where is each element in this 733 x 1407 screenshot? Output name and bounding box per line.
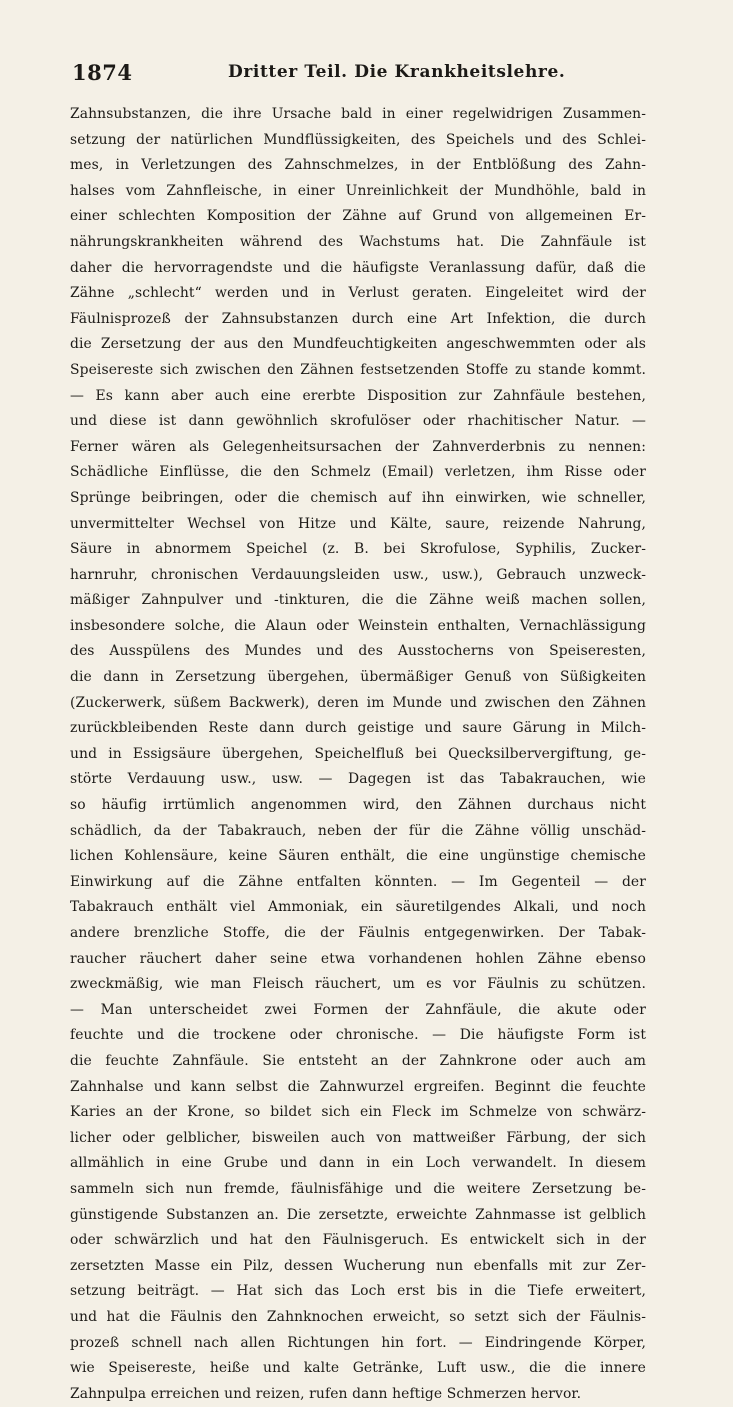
text-line: setzung der natürlichen Mundflüssigkeiten, des Speichels und des Schlei- xyxy=(70,131,646,148)
text-line: setzung beiträgt. — Hat sich das Loch erst bis in die Tiefe erweitert, xyxy=(70,1283,646,1300)
text-line: andere brenzliche Stoffe, die der Fäulnis entgegenwirken. Der Tabak- xyxy=(70,925,646,941)
text-line: mäßiger Zahnpulver und -tinkturen, die die Zähne weiß machen sollen, xyxy=(70,592,646,609)
text-line: zurückbleibenden Reste dann durch geistige und saure Gärung in Milch- xyxy=(70,720,646,737)
text-line: Einwirkung auf die Zähne entfalten könnten. — Im Gegenteil — der xyxy=(70,873,646,890)
text-line: zersetzten Masse ein Pilz, dessen Wucherung nun ebenfalls mit zur Zer- xyxy=(70,1257,646,1274)
text-line: günstigende Substanzen an. Die zersetzte, erweichte Zahnmasse ist gelblich xyxy=(70,1206,646,1223)
text-line: halses vom Zahnfleische, in einer Unreinlichkeit der Mundhöhle, bald in xyxy=(70,182,646,199)
running-head: Dritter Teil. Die Krankheitslehre. xyxy=(228,62,566,82)
text-line: Sprünge beibringen, oder die chemisch auf ihn einwirken, wie schneller, xyxy=(70,489,646,506)
text-line: — Man unterscheidet zwei Formen der Zahnfäule, die akute oder xyxy=(70,1001,646,1018)
text-line: nährungskrankheiten während des Wachstums hat. Die Zahnfäule ist xyxy=(70,233,646,250)
text-line: so häufig irrtümlich angenommen wird, den Zähnen durchaus nicht xyxy=(70,797,646,814)
text-line: raucher räuchert daher seine etwa vorhandenen hohlen Zähne ebenso xyxy=(70,950,646,967)
text-line: und in Essigsäure übergehen, Speichelfluß bei Quecksilbervergiftung, ge- xyxy=(70,745,646,762)
text-line: insbesondere solche, die Alaun oder Weinstein enthalten, Vernachlässigung xyxy=(70,617,646,634)
text-line: Säure in abnormem Speichel (z. B. bei Skrofulose, Syphilis, Zucker- xyxy=(70,541,646,558)
text-line: allmählich in eine Grube und dann in ein Loch verwandelt. In diesem xyxy=(70,1155,646,1172)
text-line: Ferner wären als Gelegenheitsursachen der Zahnverderbnis zu nennen: xyxy=(70,438,646,455)
body-text xyxy=(70,102,646,1407)
text-line: daher die hervorragendste und die häufigste Veranlassung dafür, daß die xyxy=(70,259,646,276)
text-line: unvermittelter Wechsel von Hitze und Kälte, saure, reizende Nahrung, xyxy=(70,515,646,532)
book-page xyxy=(70,58,646,1407)
text-line: sammeln sich nun fremde, fäulnisfähige und die weitere Zersetzung be- xyxy=(70,1180,646,1197)
text-line: und diese ist dann gewöhnlich skrofulöser oder rhachitischer Natur. — xyxy=(70,413,646,430)
page-header xyxy=(70,58,646,94)
text-line: prozeß schnell nach allen Richtungen hin fort. — Eindringende Körper, xyxy=(70,1334,646,1351)
text-line: Karies an der Krone, so bildet sich ein Fleck im Schmelze von schwärz- xyxy=(70,1104,646,1121)
text-line: Schädliche Einflüsse, die den Schmelz (Email) verletzen, ihm Risse oder xyxy=(70,464,646,481)
text-line: wie Speisereste, heiße und kalte Getränke, Luft usw., die die innere xyxy=(70,1360,646,1377)
text-line: zweckmäßig, wie man Fleisch räuchert, um es vor Fäulnis zu schützen. xyxy=(70,976,646,993)
text-line: Zahnhalse und kann selbst die Zahnwurzel ergreifen. Beginnt die feuchte xyxy=(70,1078,646,1095)
text-line: die Zersetzung der aus den Mundfeuchtigkeiten angeschwemmten oder als xyxy=(70,336,646,353)
text-line: Fäulnisprozeß der Zahnsubstanzen durch eine Art Infektion, die durch xyxy=(70,310,646,327)
text-line: mes, in Verletzungen des Zahnschmelzes, in der Entblößung des Zahn- xyxy=(70,157,646,174)
text-line: störte Verdauung usw., usw. — Dagegen ist das Tabakrauchen, wie xyxy=(70,771,646,788)
text-line: feuchte und die trockene oder chronische. — Die häufigste Form ist xyxy=(70,1027,646,1044)
text-line: harnruhr, chronischen Verdauungsleiden usw., usw.), Gebrauch unzweck- xyxy=(70,566,646,583)
text-line: oder schwärzlich und hat den Fäulnisgeruch. Es entwickelt sich in der xyxy=(70,1232,646,1249)
text-line: — Es kann aber auch eine ererbte Disposition zur Zahnfäule bestehen, xyxy=(70,387,646,404)
text-line: und hat die Fäulnis den Zahnknochen erweicht, so setzt sich der Fäulnis- xyxy=(70,1308,646,1325)
page-number: 1874 xyxy=(72,60,133,85)
text-line: Zahnsubstanzen, die ihre Ursache bald in einer regelwidrigen Zusammen- xyxy=(70,106,646,122)
text-line: die feuchte Zahnfäule. Sie entsteht an der Zahnkrone oder auch am xyxy=(70,1052,646,1069)
text-line: einer schlechten Komposition der Zähne auf Grund von allgemeinen Er- xyxy=(70,208,646,225)
text-line: Tabakrauch enthält viel Ammoniak, ein säuretilgendes Alkali, und noch xyxy=(70,899,646,916)
text-line: Zähne „schlecht“ werden und in Verlust geraten. Eingeleitet wird der xyxy=(70,285,646,302)
text-line: licher oder gelblicher, bisweilen auch von mattweißer Färbung, der sich xyxy=(70,1129,646,1146)
text-line: schädlich, da der Tabakrauch, neben der für die Zähne völlig unschäd- xyxy=(70,822,646,839)
text-line: (Zuckerwerk, süßem Backwerk), deren im Munde und zwischen den Zähnen xyxy=(70,694,646,711)
text-line: des Ausspülens des Mundes und des Ausstocherns von Speiseresten, xyxy=(70,643,646,660)
text-line: Zahnpulpa erreichen und reizen, rufen dann heftige Schmerzen hervor. xyxy=(70,1385,582,1402)
text-line: Speisereste sich zwischen den Zähnen festsetzenden Stoffe zu stande kommt. xyxy=(70,361,646,378)
text-line: die dann in Zersetzung übergehen, übermäßiger Genuß von Süßigkeiten xyxy=(70,669,646,686)
text-line: lichen Kohlensäure, keine Säuren enthält, die eine ungünstige chemische xyxy=(70,848,646,865)
